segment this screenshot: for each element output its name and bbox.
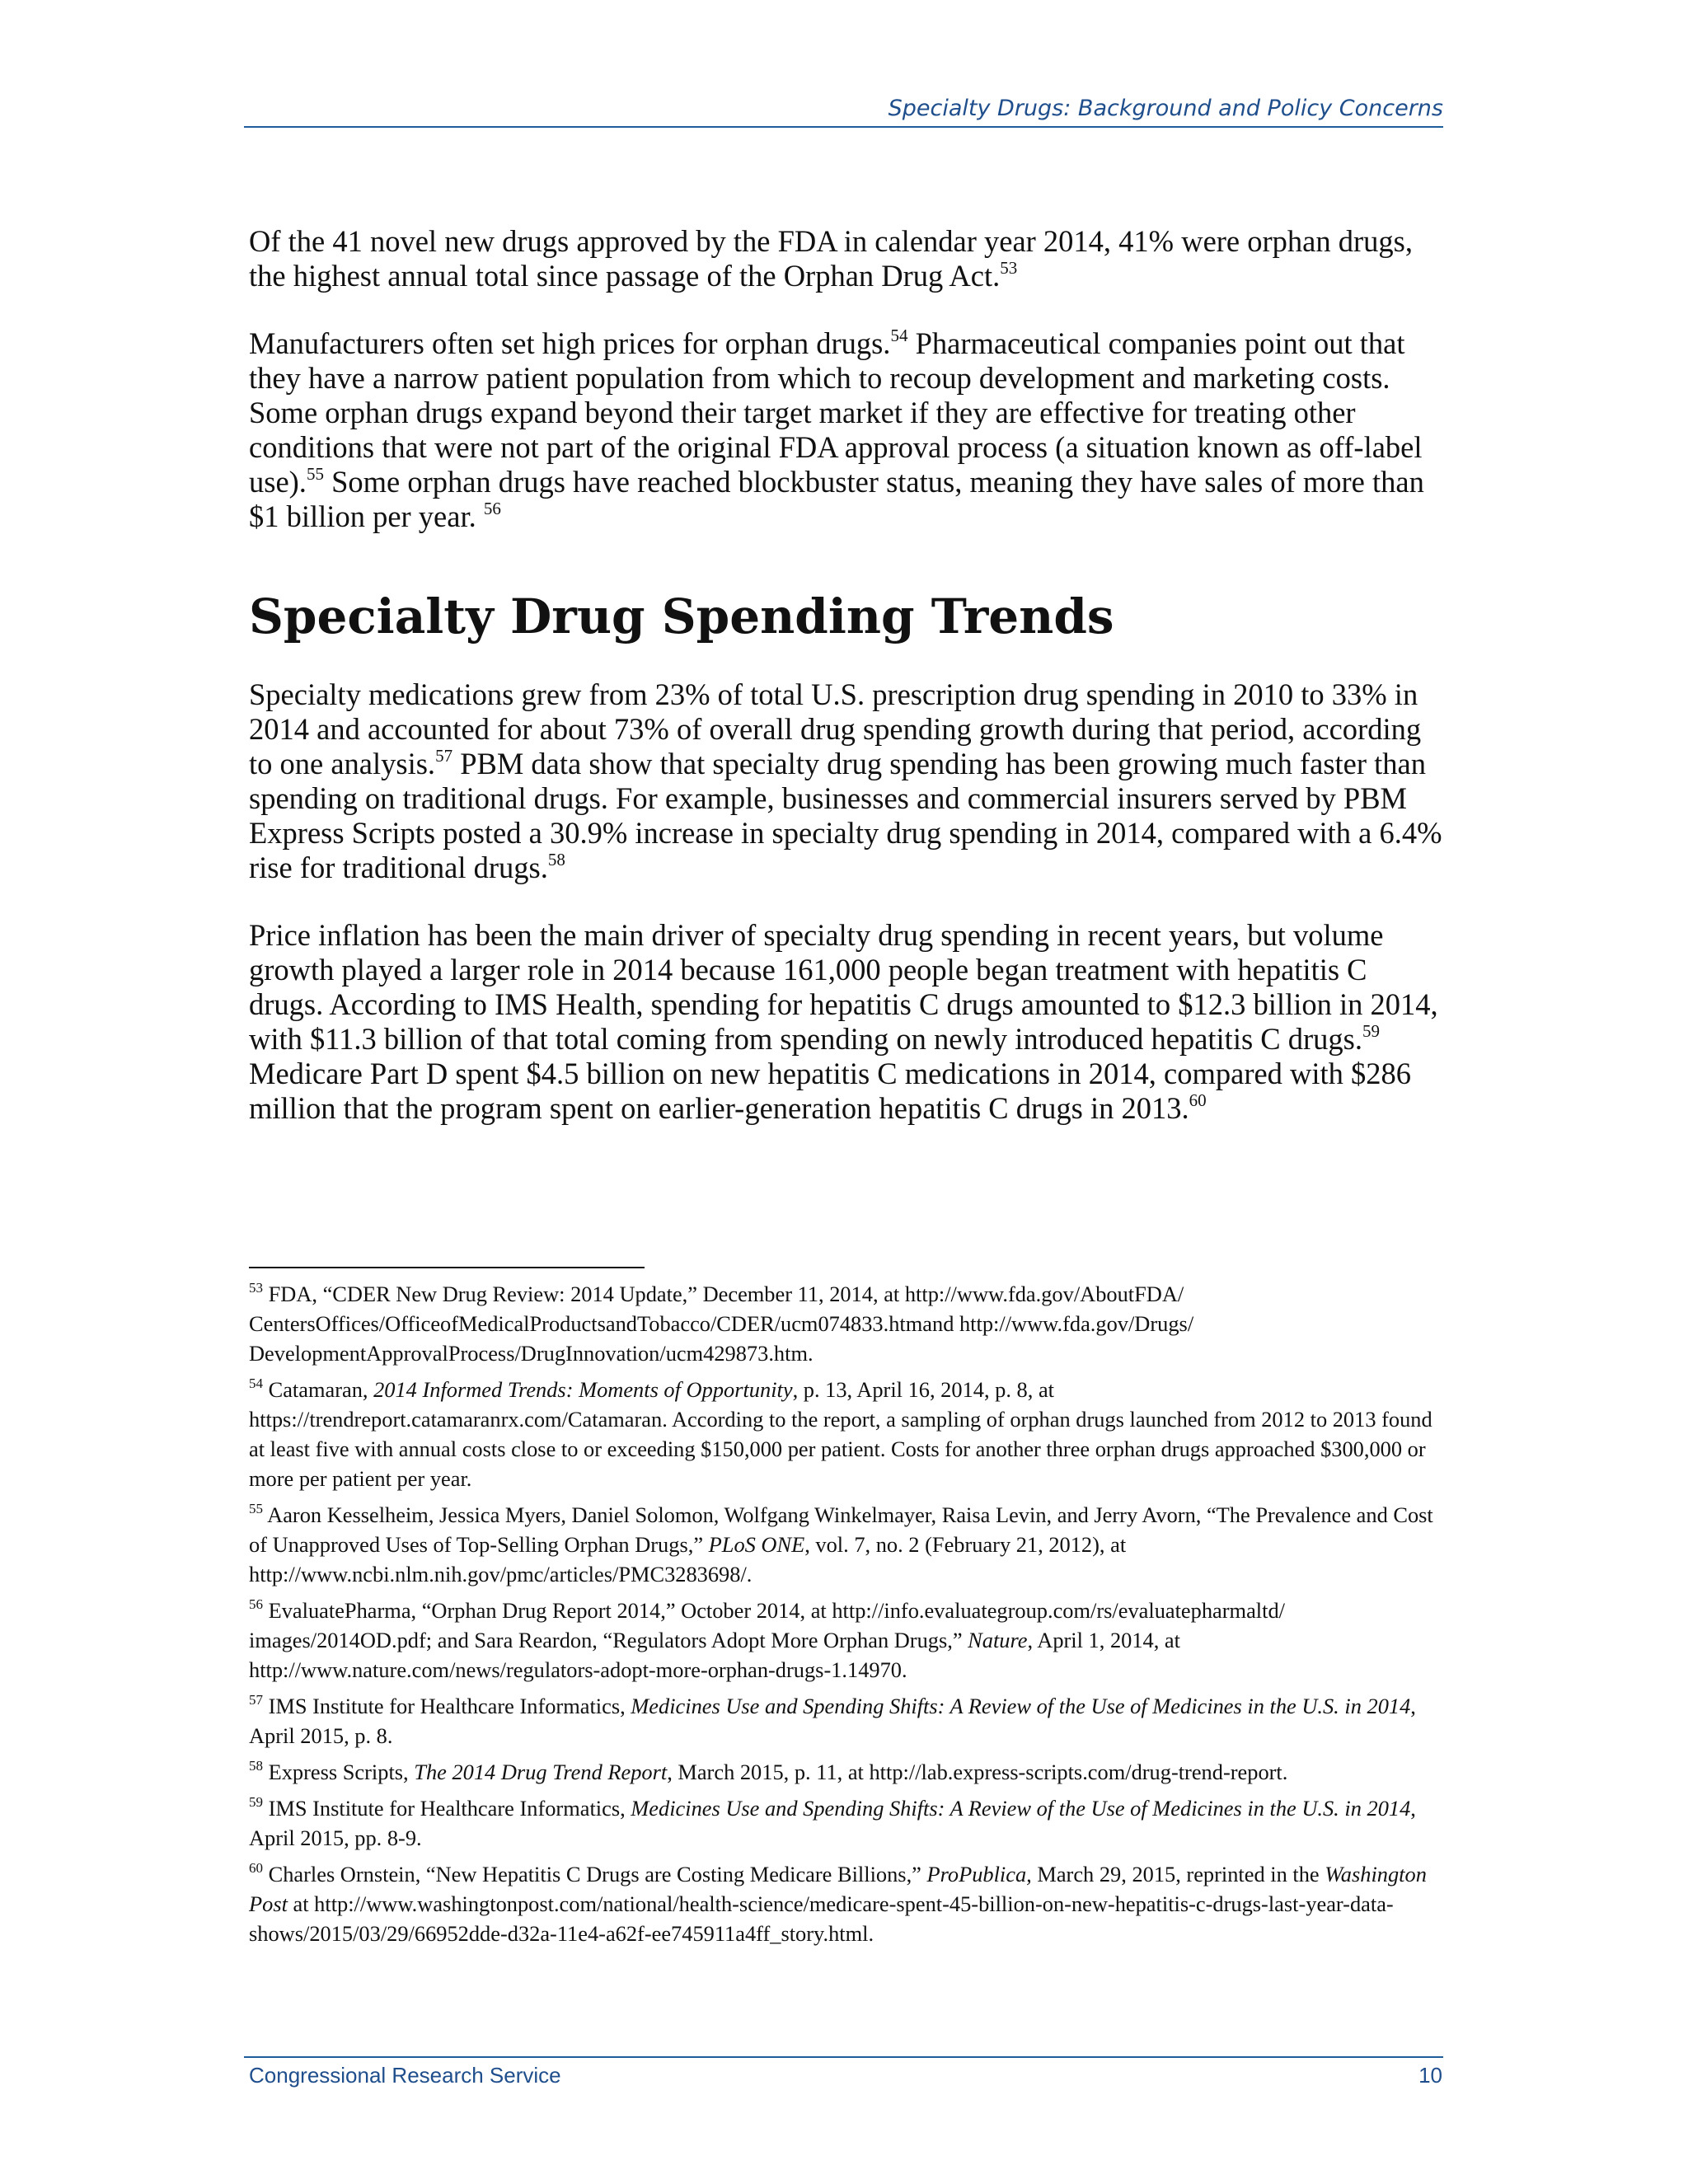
footnote-ref-54[interactable]: 54: [890, 326, 908, 345]
footnotes: [249, 1279, 1444, 1955]
header-rule: [244, 126, 1443, 128]
paragraph-price-inflation: Price inflation has been the main driver of specialty drug spending in recent years, but volume growth played a larger role in 2014 because 161,000 people began treatment with hepatitis C drugs. According to IMS Health, spending for hepatitis C drugs amounted to $12.3 billion in 2014, with $11.3 billion of that total coming from spending on newly introduced hepatitis C drugs.$^{59}$ Medicare Part D spent $4.5 billion on new hepatitis C medications in 2014, compared with $286 million that the program spent on earlier-generation hepatitis C drugs in 2013.60: [249, 918, 1438, 1125]
footnote-59: $^{59}$ IMS Institute for Healthcare Informatics, Medicines Use and Spending Shifts: A Review of the Use of Medicines in the U.S. in 2014, April 2015, pp. 8-9.: [249, 1794, 1416, 1850]
footnote-ref-57[interactable]: 57: [435, 746, 453, 766]
running-header: Specialty Drugs: Background and Policy Concerns: [888, 96, 1443, 121]
paragraph-orphan-approvals: Of the 41 novel new drugs approved by the FDA in calendar year 2014, 41% were orphan drugs, the highest annual total since passage of the Orphan Drug Act.$^{53}$: [249, 224, 1413, 293]
footnote-ref-58[interactable]: 58: [547, 850, 565, 869]
footnote-56: $^{56}$ EvaluatePharma, “Orphan Drug Report 2014,” October 2014, at http://info.evaluategroup.com/rs/evaluatepharmaltd/ images/2014OD.pdf; and Sara Reardon, “Regulators Adopt More Orphan Drugs,” Nature, April 1, 2014, at http://www.nature.com/news/regulators-adopt-more-orphan-drugs-1.14970.: [249, 1596, 1285, 1682]
footnote-separator: [249, 1267, 645, 1268]
footnote-ref-55[interactable]: 55: [306, 464, 324, 484]
footnote-ref-56[interactable]: 56: [483, 499, 501, 518]
paragraph-specialty-growth: Specialty medications grew from 23% of total U.S. prescription drug spending in 2010 to 33% in 2014 and accounted for about 73% of overall drug spending growth during that period, according to one analysis.$^{57}$ PBM data show that specialty drug spending has been growing much faster than spending on traditional drugs. For example, businesses and commercial insurers served by PBM Express Scripts posted a 30.9% increase in specialty drug spending in 2014, compared with a 6.4% rise for traditional drugs.$^{58}$: [249, 677, 1442, 884]
footnote-53: $^{53}$ FDA, “CDER New Drug Review: 2014 Update,” December 11, 2014, at http://www.fda.gov/AboutFDA/ CentersOffices/OfficeofMedicalProductsandTobacco/CDER/ucm074833.htmand http://www.fda.gov/Drugs/ DevelopmentApprovalProcess/DrugInnovation/ucm429873.htm.: [249, 1280, 1194, 1366]
footer-publisher: Congressional Research Service: [249, 2063, 561, 2088]
section-heading: Specialty Drug Spending Trends: [249, 588, 1114, 644]
page-number: 10: [1418, 2063, 1442, 2088]
paragraph-orphan-prices: Manufacturers often set high prices for orphan drugs.$^{54}$ Pharmaceutical companies point out that they have a narrow patient population from which to recoup development and marketing costs. Some orphan drugs expand beyond their target market if they are effective for treating other conditions that were not part of the original FDA approval process (a situation known as off-label use).$^{55}$ Some orphan drugs have reached blockbuster status, meaning they have sales of more than $1 billion per year. $^{56}$: [249, 326, 1424, 533]
footer-rule: [244, 2056, 1443, 2058]
footnote-ref-53[interactable]: 53: [1000, 258, 1018, 278]
footnote-54: $^{54}$ Catamaran, 2014 Informed Trends: Moments of Opportunity, p. 13, April 16, 2014, p. 8, at https://trendreport.catamaranrx.com/Catamaran. According to the report, a sampling of orphan drugs launched from 2012 to 2013 found at least five with annual costs close to or exceeding $150,000 per patient. Costs for another three orphan drugs approached $300,000 or more per patient per year.: [249, 1376, 1432, 1491]
footnote-60: $^{60}$ Charles Ornstein, “New Hepatitis C Drugs are Costing Medicare Billions,” ProPublica, March 29, 2015, reprinted in the Washington Post at http://www.washingtonpost.com/national/health-science/medicare-spent-45-billion-on-new-hepatitis-c-drugs-last-year-data-shows/2015/03/29/66952dde-d32a-11e4-a62f-ee745911a4ff_story.html.: [249, 1860, 1427, 1946]
body-text: [249, 224, 1442, 1126]
footnote-57: $^{57}$ IMS Institute for Healthcare Informatics, Medicines Use and Spending Shifts: A Review of the Use of Medicines in the U.S. in 2014, April 2015, p. 8.: [249, 1692, 1416, 1748]
footnote-58: $^{58}$ Express Scripts, The 2014 Drug Trend Report, March 2015, p. 11, at http://lab.express-scripts.com/drug-trend-report.: [249, 1758, 1288, 1784]
footnote-55: $^{55}$ Aaron Kesselheim, Jessica Myers, Daniel Solomon, Wolfgang Winkelmayer, Raisa Levin, and Jerry Avorn, “The Prevalence and Cost of Unapproved Uses of Top-Selling Orphan Drugs,” PLoS ONE, vol. 7, no. 2 (February 21, 2012), at http://www.ncbi.nlm.nih.gov/pmc/articles/PMC3283698/.: [249, 1501, 1433, 1586]
footnote-ref-60[interactable]: 60: [1189, 1090, 1207, 1110]
footnote-ref-59[interactable]: 59: [1362, 1021, 1380, 1041]
